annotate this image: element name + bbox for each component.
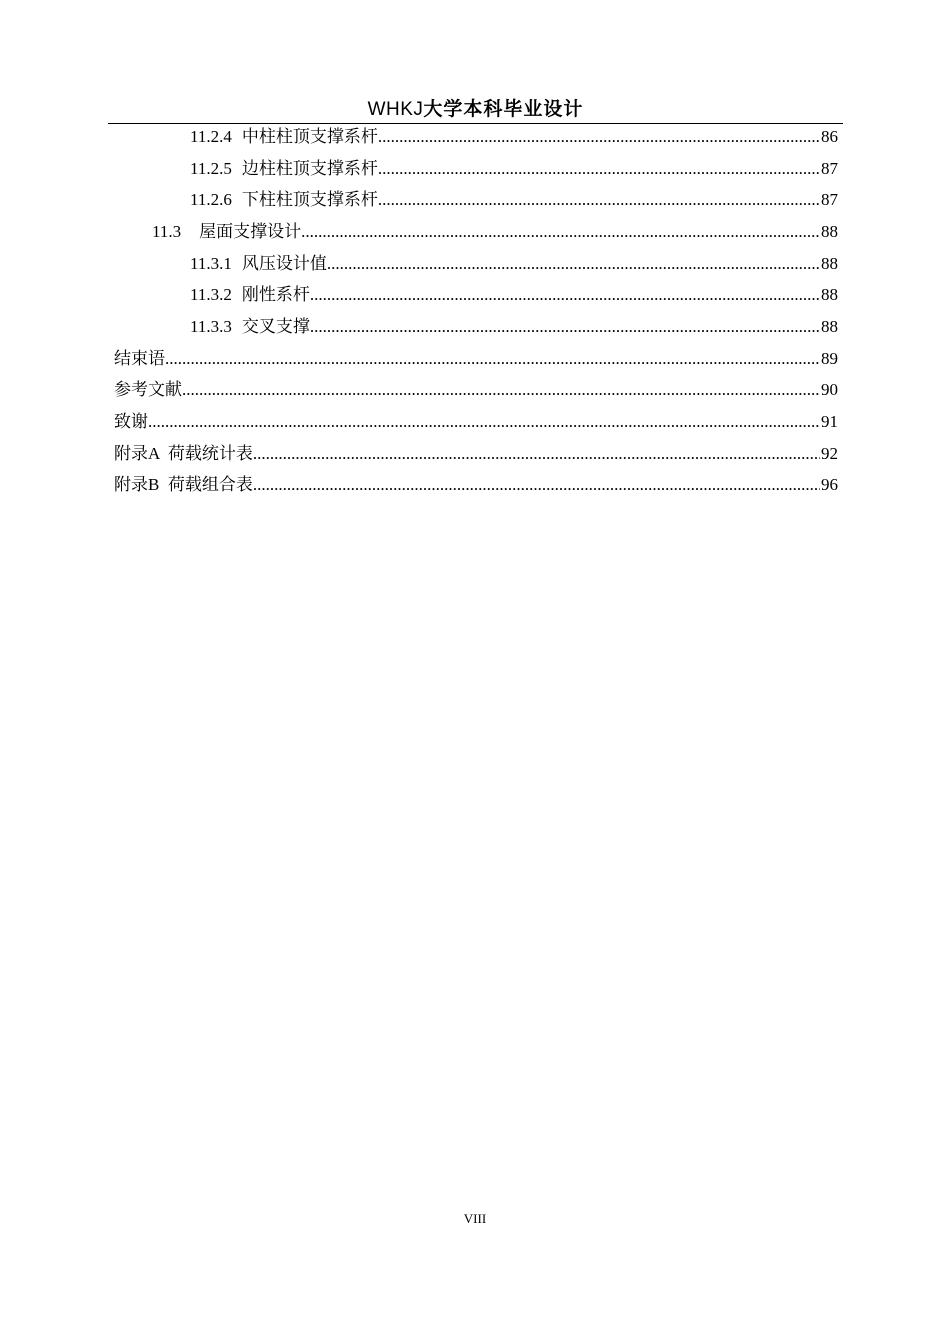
toc-entry-page: 86 [821, 127, 838, 146]
toc-dot-leader [327, 252, 820, 276]
toc-entry[interactable] [152, 220, 838, 244]
toc-entry-page: 88 [821, 254, 838, 273]
toc-entry[interactable] [190, 188, 838, 212]
toc-dot-leader [148, 410, 820, 434]
toc-entry-page: 92 [821, 444, 838, 463]
toc-entry-page: 87 [821, 190, 838, 209]
toc-entry[interactable] [114, 378, 838, 402]
toc-entry-page: 87 [821, 159, 838, 178]
toc-dot-leader [378, 125, 820, 149]
toc-dot-leader [253, 442, 820, 466]
toc-entry-title: 中柱柱顶支撑系杆 [241, 127, 378, 146]
toc-entry-title: 附录B 荷载组合表 [114, 475, 253, 494]
toc-entry-title: 风压设计值 [241, 254, 327, 273]
toc-entry-title: 参考文献 [114, 380, 182, 399]
toc-dot-leader [378, 188, 820, 212]
toc-entry-page: 88 [821, 317, 838, 336]
toc-entry-page: 91 [821, 412, 838, 431]
toc-entry-page: 88 [821, 285, 838, 304]
toc-entry-number: 11.2.6 [190, 190, 232, 209]
header-title: 大学本科毕业设计 [423, 99, 584, 120]
toc-entry[interactable] [114, 347, 838, 371]
toc-entry-page: 90 [821, 380, 838, 399]
toc-entry-title: 边柱柱顶支撑系杆 [241, 159, 378, 178]
toc-entry[interactable] [190, 252, 838, 276]
toc-entry[interactable] [114, 410, 838, 434]
toc-entry-title: 刚性系杆 [241, 285, 310, 304]
toc-entry-title: 结束语 [114, 349, 165, 368]
toc-dot-leader [253, 473, 820, 497]
toc-entry-number: 11.2.5 [190, 159, 232, 178]
toc-entry-page: 96 [821, 475, 838, 494]
toc-dot-leader [310, 283, 820, 307]
toc-entry-number: 11.2.4 [190, 127, 232, 146]
toc-dot-leader [310, 315, 820, 339]
toc-entry-page: 88 [821, 222, 838, 241]
toc-entry-page: 89 [821, 349, 838, 368]
toc-entry-number: 11.3.2 [190, 285, 232, 304]
toc-entry[interactable] [114, 473, 838, 497]
toc-entry[interactable] [114, 442, 838, 466]
toc-dot-leader [165, 347, 820, 371]
page-header [108, 96, 843, 124]
toc-entry-number: 11.3.1 [190, 254, 232, 273]
toc-entry[interactable] [190, 157, 838, 181]
page-number: VIII [463, 1211, 487, 1226]
toc-entry-number: 11.3 [152, 222, 182, 241]
toc-entry-number: 11.3.3 [190, 317, 232, 336]
toc-entry-title: 交叉支撑 [241, 317, 310, 336]
header-school-code: WHKJ [367, 99, 424, 120]
toc-dot-leader [378, 157, 820, 181]
toc-dot-leader [301, 220, 820, 244]
toc-entry-title: 致谢 [114, 412, 148, 431]
toc-entry[interactable] [190, 283, 838, 307]
toc-entry-title: 屋面支撑设计 [199, 222, 302, 241]
toc-dot-leader [182, 378, 820, 402]
toc-entry-title: 下柱柱顶支撑系杆 [241, 190, 378, 209]
toc-entry-title: 附录A 荷载统计表 [114, 444, 253, 463]
toc-entry[interactable] [190, 315, 838, 339]
toc-entry[interactable] [190, 125, 838, 149]
